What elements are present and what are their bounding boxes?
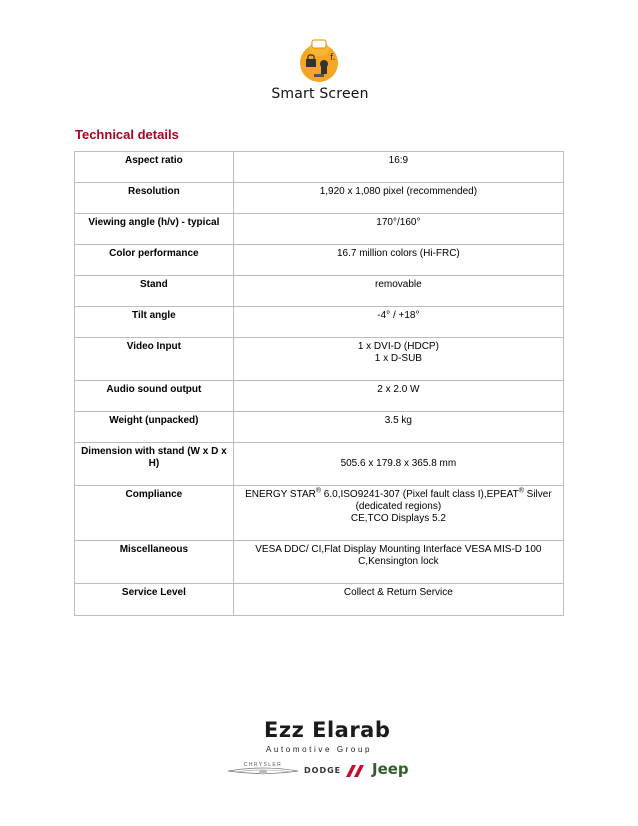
spec-label: Dimension with stand (W x D x H) — [75, 443, 234, 486]
specs-table — [74, 151, 564, 616]
company-group: Automotive Group — [266, 745, 373, 754]
table-row — [75, 338, 564, 381]
logo-text: Smart Screen — [271, 86, 369, 102]
spec-value-line — [238, 489, 559, 501]
spec-value-line: CE,TCO Displays 5.2 — [350, 513, 446, 524]
spec-label: Stand — [75, 276, 234, 307]
table-row — [75, 412, 564, 443]
spec-value: 2 x 2.0 W — [233, 381, 563, 412]
chrysler-logo-text: CHRYSLER — [243, 762, 283, 768]
spec-value-line: VESA DDC/ CI,Flat Display Mounting Interface VESA MIS-D 100 — [255, 544, 542, 555]
spec-value-text: 6.0,ISO9241-307 (Pixel fault class I),EPEAT — [321, 489, 519, 500]
registered-mark: ® — [518, 487, 524, 495]
spec-value-line: 1 x DVI-D (HDCP) — [357, 341, 439, 352]
spec-value: 505.6 x 179.8 x 365.8 mm — [233, 443, 563, 486]
spec-label: Resolution — [75, 183, 234, 214]
spec-label: Audio sound output — [75, 381, 234, 412]
spec-label: Weight (unpacked) — [75, 412, 234, 443]
table-row — [75, 443, 564, 486]
spec-label: Aspect ratio — [75, 152, 234, 183]
spec-value: 16.7 million colors (Hi-FRC) — [233, 245, 563, 276]
spec-value-text: ENERGY STAR — [245, 489, 316, 500]
spec-value — [233, 338, 563, 381]
spec-value: 1,920 x 1,080 pixel (recommended) — [233, 183, 563, 214]
registered-mark: ® — [315, 487, 322, 495]
spec-value-line: C,Kensington lock — [358, 556, 439, 567]
dodge-stripes-icon — [346, 765, 366, 777]
spec-value: removable — [233, 276, 563, 307]
spec-label: Color performance — [75, 245, 234, 276]
jeep-logo-text: Jeep — [372, 760, 409, 778]
spec-label: Service Level — [75, 584, 234, 616]
smart-screen-logo-icon — [290, 34, 348, 84]
table-row — [75, 214, 564, 245]
spec-label: Miscellaneous — [75, 541, 234, 584]
spec-value-text: Silver — [523, 489, 552, 500]
spec-label: Compliance — [75, 486, 234, 541]
spec-value — [233, 541, 563, 584]
spec-value: -4° / +18° — [233, 307, 563, 338]
spec-label: Viewing angle (h/v) - typical — [75, 214, 234, 245]
spec-value: 3.5 kg — [233, 412, 563, 443]
spec-value-line: (dedicated regions) — [355, 501, 442, 512]
table-row — [75, 152, 564, 183]
smart-screen-logo — [268, 34, 372, 106]
svg-text:f.: f. — [330, 53, 336, 63]
dodge-logo-text: DODGE — [304, 766, 342, 775]
footer-branding — [220, 718, 420, 788]
table-row — [75, 276, 564, 307]
table-row — [75, 584, 564, 616]
spec-label: Tilt angle — [75, 307, 234, 338]
table-row — [75, 541, 564, 584]
table-row — [75, 486, 564, 541]
spec-value: 16:9 — [233, 152, 563, 183]
spec-value-line: 1 x D-SUB — [374, 353, 422, 364]
spec-value — [233, 486, 563, 541]
table-row — [75, 245, 564, 276]
company-name: Ezz Elarab — [264, 718, 391, 742]
table-row — [75, 381, 564, 412]
spec-value: Collect & Return Service — [233, 584, 563, 616]
table-row — [75, 307, 564, 338]
table-row — [75, 183, 564, 214]
spec-value: 170°/160° — [233, 214, 563, 245]
section-title: Technical details — [75, 127, 179, 142]
brand-logos — [220, 762, 420, 782]
spec-label: Video Input — [75, 338, 234, 381]
